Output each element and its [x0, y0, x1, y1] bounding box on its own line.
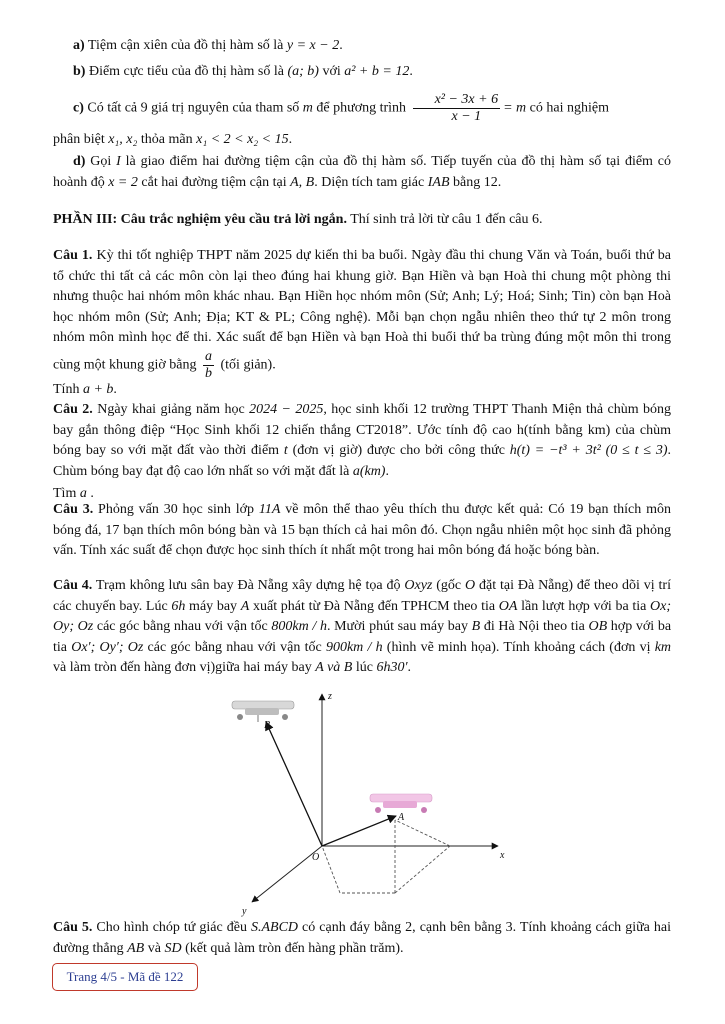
plane-A-icon	[370, 794, 432, 813]
page-footer: Trang 4/5 - Mã đề 122	[52, 963, 198, 991]
equation-fraction: $\frac{\text{x² − 3x + 6}}{x - 1}$	[413, 92, 501, 125]
item-b: b) Điểm cực tiểu của đồ thị hàm số là (a; b) với a² + b = 12.	[73, 64, 413, 79]
label-B: B	[264, 720, 271, 731]
label-y: y	[242, 906, 247, 917]
vector-OA	[322, 816, 396, 846]
label-O: O	[312, 852, 320, 863]
question-2: Câu 2. Ngày khai giảng năm học 2024 − 2025, học sinh khối 12 trường THPT Thanh Miện thả chùm bóng bay gắn thông điệp “Học Sinh khối 12 chiến thắng CT2018”. Ước tính độ cao h(tính bằng km) của chùm bóng bay so với mặt đất vào thời điểm t (đơn vị giờ) được cho bởi công thức h(t) = −t³ + 3t² (0 ≤ t ≤ 3). Chùm bóng bay đạt độ cao lớn nhất so với mặt đất là a(km).	[53, 402, 672, 479]
item-c-line2: phân biệt x₁, x₂ thỏa mãn x₁ < 2 < x₂ < 15.	[53, 132, 293, 147]
item-a: a) Tiệm cận xiên của đồ thị hàm số là y = x − 2.	[73, 38, 343, 53]
question-3: Câu 3. Phỏng vấn 30 học sinh lớp 11A về môn thể thao yêu thích thu được kết quả: Có 19 bạn thích môn bóng đá, 17 bạn thích môn bóng bàn và 15 bạn thích cả hai môn đó. Chọn ngẫu nhiên một học sinh đã phỏng vấn. Tính xác suất để chọn được học sinh thích ít nhất một trong hai môn bóng đá hoặc bóng bàn.	[53, 502, 671, 558]
probability-fraction: $\frac{a}{b}$	[205, 348, 212, 381]
label-z: z	[328, 691, 332, 702]
question-5: Câu 5. Cho hình chóp tứ giác đều S.ABCD có cạnh đáy bằng 2, cạnh bên bằng 3. Tính khoảng cách giữa hai đường thẳng AB và SD (kết quả làm tròn đến hàng phần trăm).	[53, 920, 672, 956]
question-4: Câu 4. Trạm không lưu sân bay Đà Nẵng xây dựng hệ tọa độ Oxyz (gốc O đặt tại Đà Nẵng) để theo dõi vị trí các chuyến bay. Lúc 6h máy bay A xuất phát từ Đà Nẵng đến TPHCM theo tia OA lần lượt hợp với ba tia Ox; Oy; Oz các góc bằng nhau với vận tốc 800km / h. Mười phút sau máy bay B đi Hà Nội theo tia OB hợp với ba tia Ox′; Oy′; Oz các góc bằng nhau với vận tốc 900km / h (hình vẽ minh họa). Tính khoảng cách (đơn vị km và làm tròn đến hàng đơn vị)giữa hai máy bay A và B lúc 6h30′.	[53, 578, 672, 675]
vector-OB	[266, 722, 322, 846]
plane-B-icon	[232, 701, 294, 722]
question-1: Câu 1. Kỳ thi tốt nghiệp THPT năm 2025 dự kiến thi ba buổi. Ngày đầu thi chung Văn và Toán, buổi thứ ba tổ chức thi tất cả các môn còn lại theo đúng hai khung giờ. Bạn Hiền và bạn Hoà thi chung một phòng thi nhưng thuộc hai nhóm môn khác nhau. Bạn Hiền học nhóm môn (Sử; Anh; Lý; Hoá; Sinh; Tin) còn bạn Hoà học nhóm môn (Sử; Anh; Địa; KT & PL; Công nghệ). Mỗi bạn chọn ngẫu nhiên theo thứ tự 2 môn trong nhóm môn mình học để thi. Xác suất để bạn Hiền và bạn Hoà thi buổi thứ ba trùng đúng một môn thi trong cùng một khung giờ bằng $\frac{a}{b}$ (tối giản).	[53, 248, 671, 381]
item-c: c) Có tất cả 9 giá trị nguyên của tham số m để phương trình $\frac{\text{x² − 3x + 6}}{x - 1}$ = m có hai nghiệm	[73, 92, 609, 124]
part3-heading: PHẦN III: Câu trắc nghiệm yêu cầu trả lời ngắn. Thí sinh trả lời từ câu 1 đến câu 6.	[53, 212, 543, 227]
label-x: x	[500, 850, 505, 861]
label-A: A	[398, 812, 405, 823]
question-2-last: Tìm a .	[53, 486, 94, 501]
coordinate-figure	[200, 686, 530, 918]
projection-lines	[322, 820, 450, 893]
item-d: d) Gọi I là giao điểm hai đường tiệm cận của đồ thị hàm số. Tiếp tuyến của đồ thị hàm số tại điểm có hoành độ x = 2 cắt hai đường tiệm cận tại A, B. Diện tích tam giác IAB bằng 12.	[53, 154, 671, 190]
question-1-last: Tính a + b.	[53, 382, 117, 397]
